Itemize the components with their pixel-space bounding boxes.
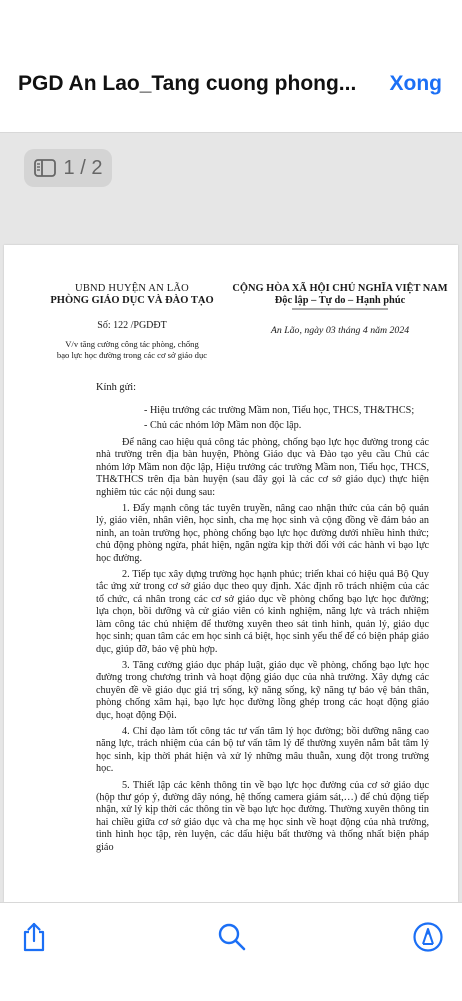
- body-paragraph: 4. Chỉ đạo làm tốt công tác tư vấn tâm lý học đường; bồi dưỡng nâng cao năng lực, trách nhiệm của cán bộ tư vấn tâm lý để thường xuyên nắm bắt tâm lý học sinh, kịp thời phát hiện và xử lý những mâu thuẫn, xung đột trong trường học.: [96, 725, 429, 775]
- issuer-line-2: PHÒNG GIÁO DỤC VÀ ĐÀO TẠO: [50, 295, 214, 306]
- document-number: Số: 122 /PGDĐT: [97, 320, 167, 331]
- page-indicator-label: 1 / 2: [63, 156, 103, 179]
- recipient-item: - Hiệu trưởng các trường Mầm non, Tiểu học, THCS, TH&THCS;: [144, 405, 415, 416]
- done-button[interactable]: Xong: [389, 72, 442, 95]
- national-header: [226, 283, 454, 336]
- page-indicator[interactable]: [24, 149, 112, 187]
- issuer-block: [42, 283, 222, 361]
- share-icon[interactable]: [20, 921, 48, 953]
- national-title: CỘNG HÒA XÃ HỘI CHỦ NGHĨA VIỆT NAM: [232, 283, 448, 294]
- date-line: An Lão, ngày 03 tháng 4 năm 2024: [270, 325, 410, 336]
- body-paragraph: Để nâng cao hiệu quả công tác phòng, chống bạo lực học đường trong các nhà trường trên địa bàn huyện, Phòng Giáo dục và Đào tạo yêu cầu Chủ các nhóm lớp Mầm non độc lập, Hiệu trưởng các trường Mầm non, Tiểu học, THCS, TH&THCS trên địa bàn huyện (sau đây gọi là các cơ sở giáo dục) thực hiện nghiêm túc các nội dung sau:: [96, 437, 429, 498]
- recipient-item: - Chủ các nhóm lớp Mầm non độc lập.: [144, 420, 302, 431]
- bottom-toolbar: [0, 902, 462, 1001]
- greeting: Kính gửi:: [96, 382, 136, 393]
- body-paragraph: 1. Đẩy mạnh công tác tuyên truyền, nâng cao nhận thức của cán bộ quản lý, giáo viên, nhân viên, học sinh, cha mẹ học sinh và cộng đồng về đảm bảo an ninh, an toàn trường học, phòng chống bạo lực học đường dưới nhiều hình thức; chủ động phòng ngừa, phát hiện, ngăn ngừa kịp thời đối với các hành vi bạo lực học đường.: [96, 503, 429, 564]
- sidebar-icon: [34, 159, 56, 177]
- recipient-list: [144, 403, 414, 433]
- document-page: [4, 245, 458, 902]
- document-subject: [42, 339, 222, 361]
- motto-underline: [226, 307, 454, 311]
- search-icon[interactable]: [217, 921, 247, 953]
- document-viewer[interactable]: [0, 133, 462, 902]
- issuer-line-1: UBND HUYỆN AN LÃO: [75, 283, 189, 294]
- body-paragraph: 5. Thiết lập các kênh thông tin về bạo lực học đường của cơ sở giáo dục (hộp thư góp ý, đường dây nóng, hệ thống camera giám sát,…) để chủ động tiếp nhận, xử lý kịp thời các thông tin về bạo lực học đường. Thường xuyên thông tin hai chiều giữa cơ sở giáo dục và cha mẹ học sinh về hoạt động của nhà trường, tình hình học tập, rèn luyện, các dấu hiệu bất thường và thống nhất biện pháp giáo: [96, 779, 429, 853]
- navigation-bar: [0, 0, 462, 133]
- national-motto: Độc lập – Tự do – Hạnh phúc: [274, 295, 406, 306]
- subject-line-1: V/v tăng cường công tác phòng, chống: [65, 339, 199, 349]
- body-paragraph: 2. Tiếp tục xây dựng trường học hạnh phúc; triển khai có hiệu quả Bộ Quy tắc ứng xử trong cơ sở giáo dục theo quy định. Xác định rõ trách nhiệm của các tổ chức, cá nhân trong các cơ sở giáo dục về phòng chống bạo lực học đường; lựa chọn, bồi dưỡng và cử giáo viên có kinh nghiệm, năng lực và trách nhiệm làm công tác chủ nhiệm để thường xuyên theo sát tình hình, quản lý, giáo dục học sinh; quan tâm các em học sinh cá biệt, học sinh yếu thế để có biện pháp giáo dục, giúp đỡ, bảo vệ phù hợp.: [96, 569, 429, 655]
- document-body: [96, 437, 429, 858]
- subject-line-2: bạo lực học đường trong các cơ sở giáo dục: [56, 350, 208, 360]
- markup-icon[interactable]: [412, 921, 444, 953]
- document-title: PGD An Lao_Tang cuong phong...: [18, 72, 357, 95]
- body-paragraph: 3. Tăng cường giáo dục pháp luật, giáo dục về phòng, chống bạo lực học đường trong chương trình và hoạt động giáo dục của nhà trường. Xây dựng các chuyên đề về giáo dục giá trị sống, kỹ năng sống, kỹ năng tự bảo vệ bản thân, phòng chống xâm hại, bạo lực học đường lồng ghép trong các hoạt động giáo dục, hoạt động Đội.: [96, 659, 429, 721]
